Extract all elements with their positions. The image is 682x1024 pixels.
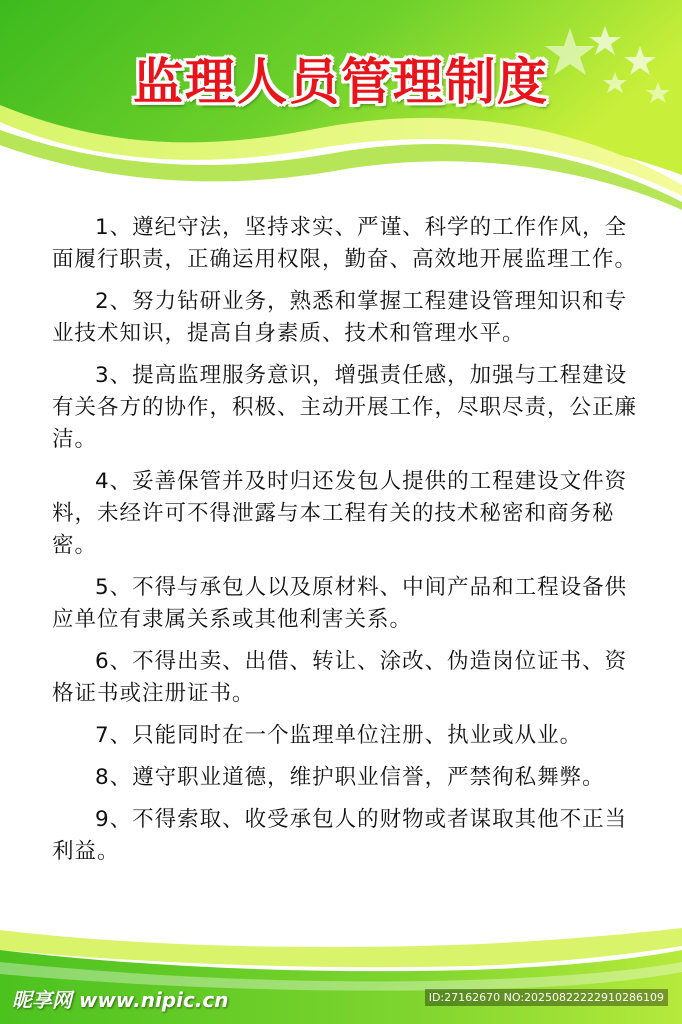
rule-item: 5、不得与承包人以及原材料、中间产品和工程设备供应单位有隶属关系或其他利害关系。 (52, 575, 628, 632)
page-title: 监理人员管理制度 (133, 53, 549, 111)
rule-item: 2、努力钻研业务，熟悉和掌握工程建设管理知识和专业技术知识，提高自身素质、技术和管理水平。 (52, 289, 628, 346)
watermark-logo: 昵享网 www.nipic.cn (12, 988, 229, 1012)
watermark-id: ID:27162670 NO:20250822222910286109 (425, 989, 668, 1006)
rule-item: 9、不得索取、收受承包人的财物或者谋取其他不正当利益。 (52, 807, 628, 864)
rule-item: 7、只能同时在一个监理单位注册、执业或从业。 (95, 723, 583, 748)
rule-item: 6、不得出卖、出借、转让、涂改、伪造岗位证书、资格证书或注册证书。 (52, 649, 628, 706)
rule-item: 8、遵守职业道德，维护职业信誉，严禁徇私舞弊。 (95, 765, 605, 790)
rule-item: 3、提高监理服务意识，增强责任感，加强与工程建设有关各方的协作，积极、主动开展工作，尽职尽责，公正廉洁。 (52, 363, 638, 452)
rule-item: 1、遵纪守法，坚持求实、严谨、科学的工作作风，全面履行职责，正确运用权限，勤奋、高效地开展监理工作。 (52, 215, 638, 272)
rule-item: 4、妥善保管并及时归还发包人提供的工程建设文件资料，未经许可不得泄露与本工程有关的技术秘密和商务秘密。 (52, 469, 628, 558)
rules-list (52, 212, 638, 878)
